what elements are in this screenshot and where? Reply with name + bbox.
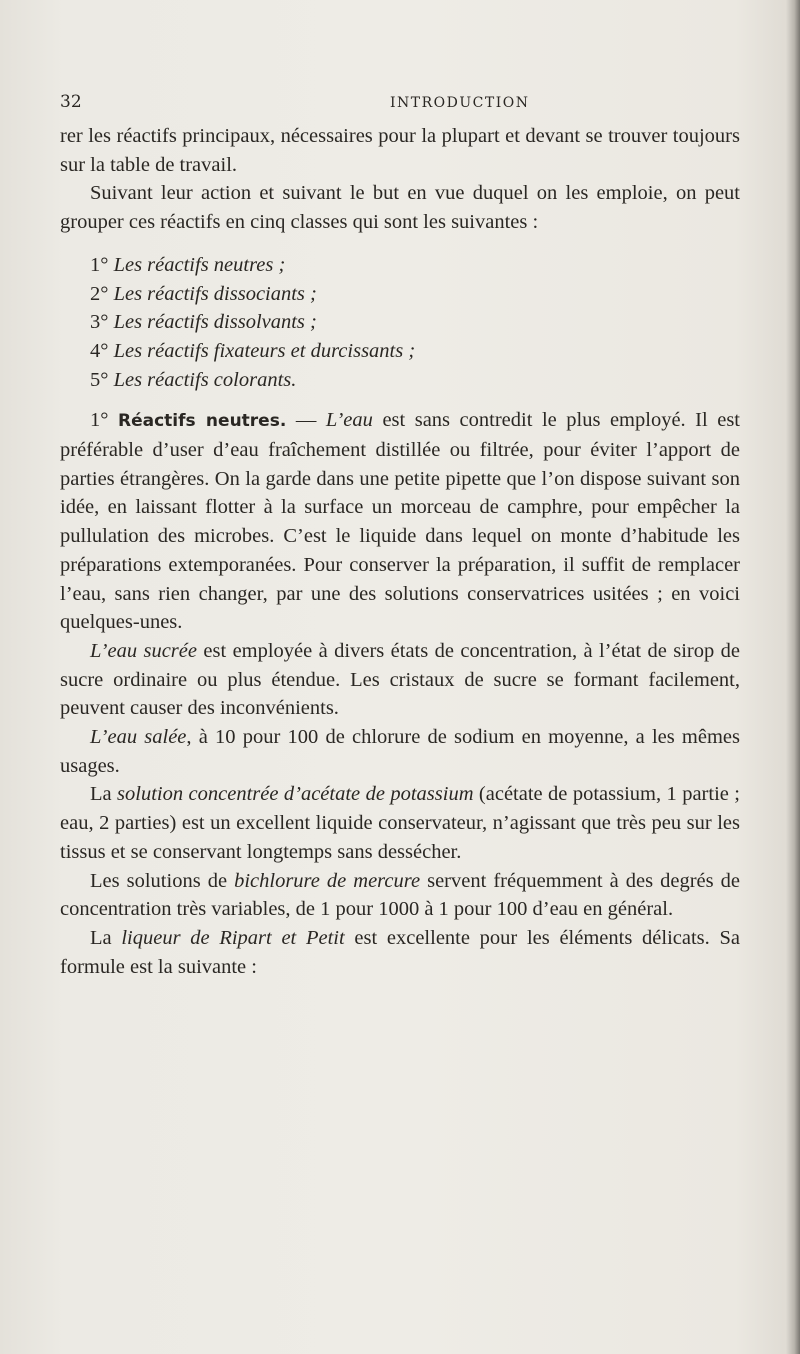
term-eau: L’eau — [325, 409, 373, 432]
paragraph-lead: La — [90, 926, 122, 949]
list-item-number: 1° — [90, 253, 109, 276]
list-item-number: 5° — [90, 368, 109, 391]
paragraph-mercure — [60, 867, 740, 924]
paragraph-eau-sucree — [60, 637, 740, 723]
term-liqueur-ripart: liqueur de Ripart et Petit — [121, 926, 345, 949]
section-text: est sans contredit le plus employé. Il est préférable d’user d’eau fraîchement distillée ou filtrée, pour éviter l’apport de parties étrangères. On la garde dans une petite pipette que l’on dispose suivant son idée, en laissant flotter à la surface un morceau de camphre, pour empêcher la pullulation des microbes. C’est le liquide dans lequel on monte d’habitude les préparations extemporanées. Pour conserver la préparation, il suffit de remplacer l’eau, sans rien changer, par une des solutions conservatrices usitées ; en voici quelques-unes. — [60, 409, 741, 634]
paragraph-ripart — [60, 924, 740, 981]
paragraph-text: est excellente pour les éléments délicats. Sa formule est la suivante : — [60, 926, 740, 978]
list-item-label: Les réactifs colorants. — [113, 368, 297, 391]
term-acetate: solution concentrée d’acétate de potassium — [117, 783, 474, 806]
paragraph-acetate — [60, 780, 740, 866]
paragraph-neutral-reagents — [60, 406, 740, 637]
page-number: 32 — [60, 92, 82, 112]
term-bichlorure: bichlorure de mercure — [234, 869, 421, 892]
page-edge-shadow — [786, 0, 800, 1354]
paragraph-lead: Les solutions de — [90, 869, 235, 892]
reagent-classes-list — [60, 251, 740, 395]
body-text — [60, 122, 740, 981]
list-item-number: 4° — [90, 339, 109, 362]
running-head: INTRODUCTION — [390, 95, 530, 111]
paragraph-classes-intro: Suivant leur action et suivant le but en vue duquel on les emploie, on peut grouper ces réactifs en cinq classes qui sont les suivantes : — [60, 182, 740, 234]
list-item-number: 3° — [90, 311, 109, 334]
list-item — [60, 366, 740, 395]
section-heading: Réactifs neutres. — [117, 411, 287, 432]
section-number: 1° — [90, 409, 109, 432]
list-item-number: 2° — [90, 282, 109, 305]
paragraph-text: , à 10 pour 100 de chlorure de sodium en moyenne, a les mêmes usages. — [60, 726, 740, 777]
paragraph-text: est employée à divers états de concentration, à l’état de sirop de sucre ordinaire ou plus étendue. Les cristaux de sucre se formant facilement, peuvent causer des inconvénients. — [60, 639, 740, 720]
section-dash: — — [286, 409, 326, 432]
list-item — [60, 251, 740, 280]
page-header — [60, 92, 740, 116]
list-item-label: Les réactifs dissolvants ; — [113, 311, 317, 334]
term-eau-salee: L’eau salée — [90, 726, 187, 749]
list-item — [60, 337, 740, 366]
paragraph-text: servent fréquemment à des degrés de concentration très variables, de 1 pour 1000 à 1 pour 100 d’eau en général. — [60, 869, 740, 921]
term-eau-sucree: L’eau sucrée — [90, 639, 197, 662]
paragraph-lead: La — [90, 783, 118, 806]
paragraph-intro-continuation: rer les réactifs principaux, nécessaires pour la plupart et devant se trouver toujours sur la table de travail. — [60, 125, 740, 176]
paragraph-text: (acétate de potassium, 1 partie ; eau, 2 parties) est un excellent liquide conservateur, n’agissant que très peu sur les tissus et se conservant longtemps sans dessécher. — [60, 783, 740, 863]
paragraph-eau-salee — [60, 723, 740, 780]
list-item — [60, 280, 740, 309]
list-item-label: Les réactifs fixateurs et durcissants ; — [113, 339, 416, 362]
list-item-label: Les réactifs neutres ; — [113, 253, 286, 276]
list-item — [60, 308, 740, 337]
list-item-label: Les réactifs dissociants ; — [113, 282, 317, 305]
